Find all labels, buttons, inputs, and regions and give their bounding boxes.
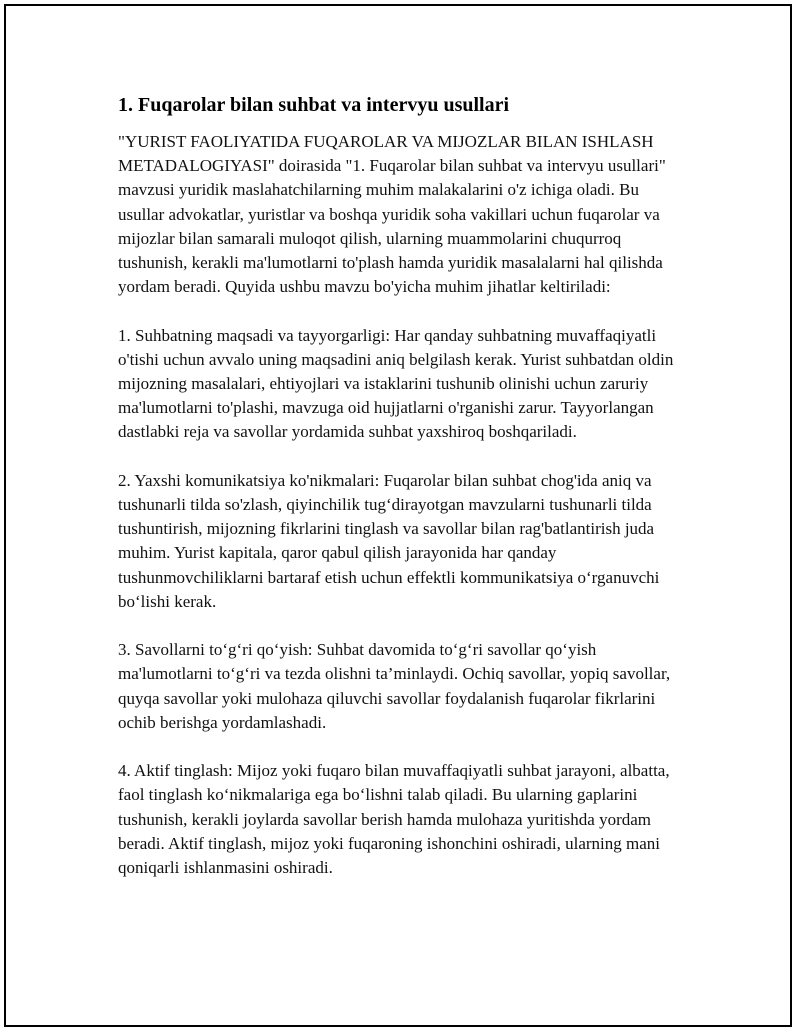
point-1-paragraph: 1. Suhbatning maqsadi va tayyorgarligi: Har qanday suhbatning muvaffaqiyatli o'tishi uchun avvalo uning maqsadini aniq belgilash kerak. Yurist suhbatdan oldin mijozning masalalari, ehtiyojlari va istaklarini tushunib olinishi uchun zaruriy ma'lumotlarni to'plashi, mavzuga oid hujjatlarni o'rganishi zarur. Tayyorlangan dastlabki reja va savollar yordamida suhbat yaxshiroq boshqariladi. (118, 325, 674, 442)
intro-paragraph: "YURIST FAOLIYATIDA FUQAROLAR VA MIJOZLAR BILAN ISHLASH METADALOGIYASI" doirasida "1. Fuqarolar bilan suhbat va intervyu usullari" mavzusi yuridik maslahatchilarning muhim malakalarini o'z ichiga oladi. Bu usullar advokatlar, yuristlar va boshqa yuridik soha vakillari uchun fuqarolar va mijozlar bilan samarali muloqot qilish, ularning muammolarini chuqurroq tushunish, kerakli ma'lumotlarni to'plash hamda yuridik masalalarni hal qilishda yordam beradi. Quyida ushbu mavzu bo'yicha muhim jihatlar keltiriladi: (118, 132, 666, 297)
point-2-paragraph: 2. Yaxshi komunikatsiya ko'nikmalari: Fuqarolar bilan suhbat chog'ida aniq va tushunarli tilda so'zlash, qiyinchilik tug‘dirayotgan mavzularni tushunarli tilda tushuntirish, mijozning fikrlarini tinglash va savollar bilan rag'batlantirish juda muhim. Yurist kapitala, qaror qabul qilish jarayonida har qanday tushunmovchiliklarni bartaraf etish uchun effektli kommunikatsiya o‘rganuvchi bo‘lishi kerak. (118, 470, 660, 611)
point-3-paragraph: 3. Savollarni to‘g‘ri qo‘yish: Suhbat davomida to‘g‘ri savollar qo‘yish ma'lumotlarni to‘g‘ri va tezda olishni ta’minlaydi. Ochiq savollar, yopiq savollar, quyqa savollar yoki mulohaza qiluvchi savollar foydalanish fuqarolar fikrlarini ochib berishga yordamlashadi. (118, 640, 671, 732)
document-body (118, 92, 688, 904)
section-heading: 1. Fuqarolar bilan suhbat va intervyu usullari (118, 94, 510, 116)
point-4-paragraph: 4. Aktif tinglash: Mijoz yoki fuqaro bilan muvaffaqiyatli suhbat jarayoni, albatta, faol tinglash ko‘nikmalariga ega bo‘lishni talab qiladi. Bu ularning gaplarini tushunish, kerakli joylarda savollar berish hamda mulohaza yuritishda yordam beradi. Aktif tinglash, mijoz yoki fuqaroning ishonchini oshiradi, ularning mani qoniqarli ishlanmasini oshiradi. (118, 761, 670, 878)
